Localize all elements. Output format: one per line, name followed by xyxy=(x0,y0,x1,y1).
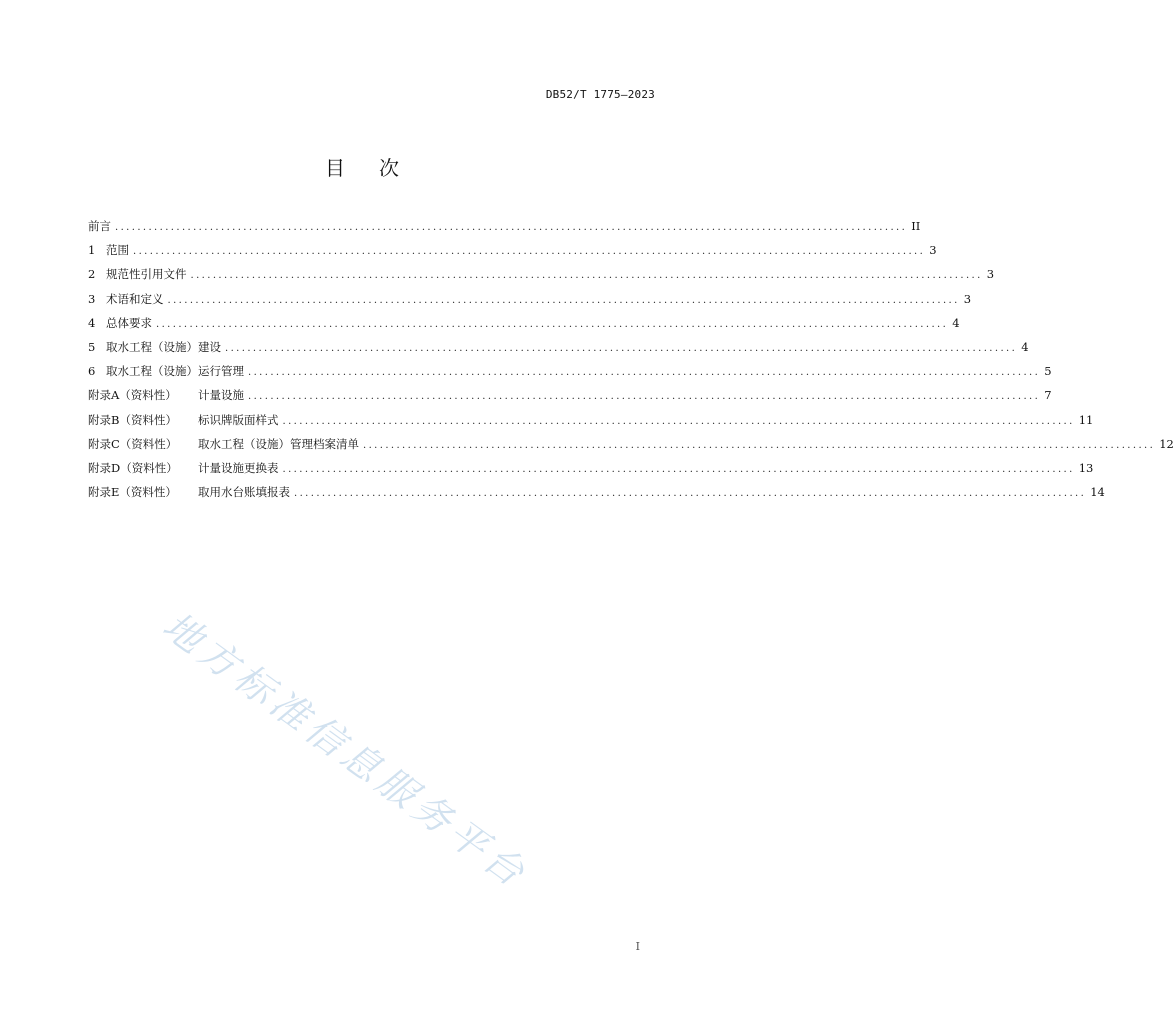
toc-annex-label: 标识牌版面样式 xyxy=(198,412,279,427)
toc-leader-dots: .............................................................................................................................................. xyxy=(190,270,983,282)
toc-leader-dots: .............................................................................................................................................. xyxy=(133,246,926,258)
toc-entry-label: 范围 xyxy=(106,243,129,258)
toc-entry-label: 取水工程（设施）建设 xyxy=(106,339,221,354)
page-title xyxy=(0,152,724,181)
toc-entry-1[interactable] xyxy=(88,242,937,266)
toc-annex-tag: 附录E（资料性） xyxy=(88,485,177,500)
toc-annex-tag: 附录B（资料性） xyxy=(88,412,177,427)
toc-leader-dots: .............................................................................................................................................. xyxy=(156,318,949,330)
toc-annex-e[interactable] xyxy=(88,484,1105,508)
toc-entry-number: 5 xyxy=(88,339,96,354)
toc-annex-d[interactable] xyxy=(88,460,1094,484)
toc-leader-dots: .............................................................................................................................................. xyxy=(248,367,1041,379)
toc-entry-number: 3 xyxy=(88,291,96,306)
toc-leader-dots: .............................................................................................................................................. xyxy=(115,222,908,233)
table-of-contents xyxy=(88,218,1174,508)
toc-entry-6[interactable] xyxy=(88,363,1052,387)
toc-annex-page: 11 xyxy=(1078,412,1094,427)
toc-leader-dots: .............................................................................................................................................. xyxy=(294,488,1087,500)
toc-leader-dots: .............................................................................................................................................. xyxy=(282,463,1075,475)
toc-entry-label: 前言 xyxy=(88,219,111,233)
toc-leader-dots: .............................................................................................................................................. xyxy=(167,294,960,306)
toc-annex-page: 7 xyxy=(1044,388,1052,403)
toc-entry-label: 规范性引用文件 xyxy=(106,267,187,282)
toc-entry-page: 5 xyxy=(1044,364,1052,379)
toc-annex-page: 13 xyxy=(1078,460,1094,475)
toc-annex-c[interactable] xyxy=(88,436,1174,460)
toc-entry-number: 4 xyxy=(88,315,96,330)
toc-entry-page: 4 xyxy=(1021,339,1029,354)
toc-leader-dots: .............................................................................................................................................. xyxy=(363,439,1156,451)
toc-entry-2[interactable] xyxy=(88,266,995,290)
watermark: 地方标准信息服务平台 xyxy=(154,603,537,898)
toc-annex-label: 计量设施 xyxy=(198,388,244,403)
toc-entry-page: 3 xyxy=(963,291,972,306)
toc-annex-b[interactable] xyxy=(88,412,1094,436)
toc-entry-number: 6 xyxy=(88,364,96,379)
toc-entry-5[interactable] xyxy=(88,339,1029,363)
toc-annex-label: 取水工程（设施）管理档案清单 xyxy=(198,436,359,451)
toc-entry-label: 总体要求 xyxy=(106,315,152,330)
toc-entry-label: 取水工程（设施）运行管理 xyxy=(106,364,244,379)
toc-entry-number: 2 xyxy=(88,267,96,282)
toc-annex-label: 取用水台账填报表 xyxy=(198,485,290,500)
toc-entry-page: 3 xyxy=(986,267,995,282)
title-part-1: 目 xyxy=(325,156,345,180)
toc-annex-page: 12 xyxy=(1159,436,1174,451)
toc-entry-4[interactable] xyxy=(88,315,960,339)
toc-leader-dots: .............................................................................................................................................. xyxy=(225,342,1018,354)
page-number: I xyxy=(635,940,640,953)
toc-entry-page: II xyxy=(911,219,921,233)
toc-entry-label: 术语和定义 xyxy=(106,291,164,306)
toc-entry-page: 4 xyxy=(952,315,960,330)
title-part-2: 次 xyxy=(379,156,399,180)
toc-annex-tag: 附录D（资料性） xyxy=(88,460,178,475)
toc-annex-label: 计量设施更换表 xyxy=(198,460,279,475)
toc-entry-number: 1 xyxy=(88,243,96,258)
toc-entry-foreword[interactable] xyxy=(88,218,921,242)
toc-annex-tag: 附录A（资料性） xyxy=(88,388,177,403)
toc-annex-a[interactable] xyxy=(88,387,1052,411)
toc-annex-tag: 附录C（资料性） xyxy=(88,436,178,451)
toc-entry-page: 3 xyxy=(929,243,937,258)
toc-leader-dots: .............................................................................................................................................. xyxy=(282,415,1075,427)
toc-leader-dots: .............................................................................................................................................. xyxy=(248,391,1041,403)
toc-annex-page: 14 xyxy=(1090,485,1105,500)
document-code: DB52/T 1775—2023 xyxy=(545,88,655,101)
toc-entry-3[interactable] xyxy=(88,291,972,315)
